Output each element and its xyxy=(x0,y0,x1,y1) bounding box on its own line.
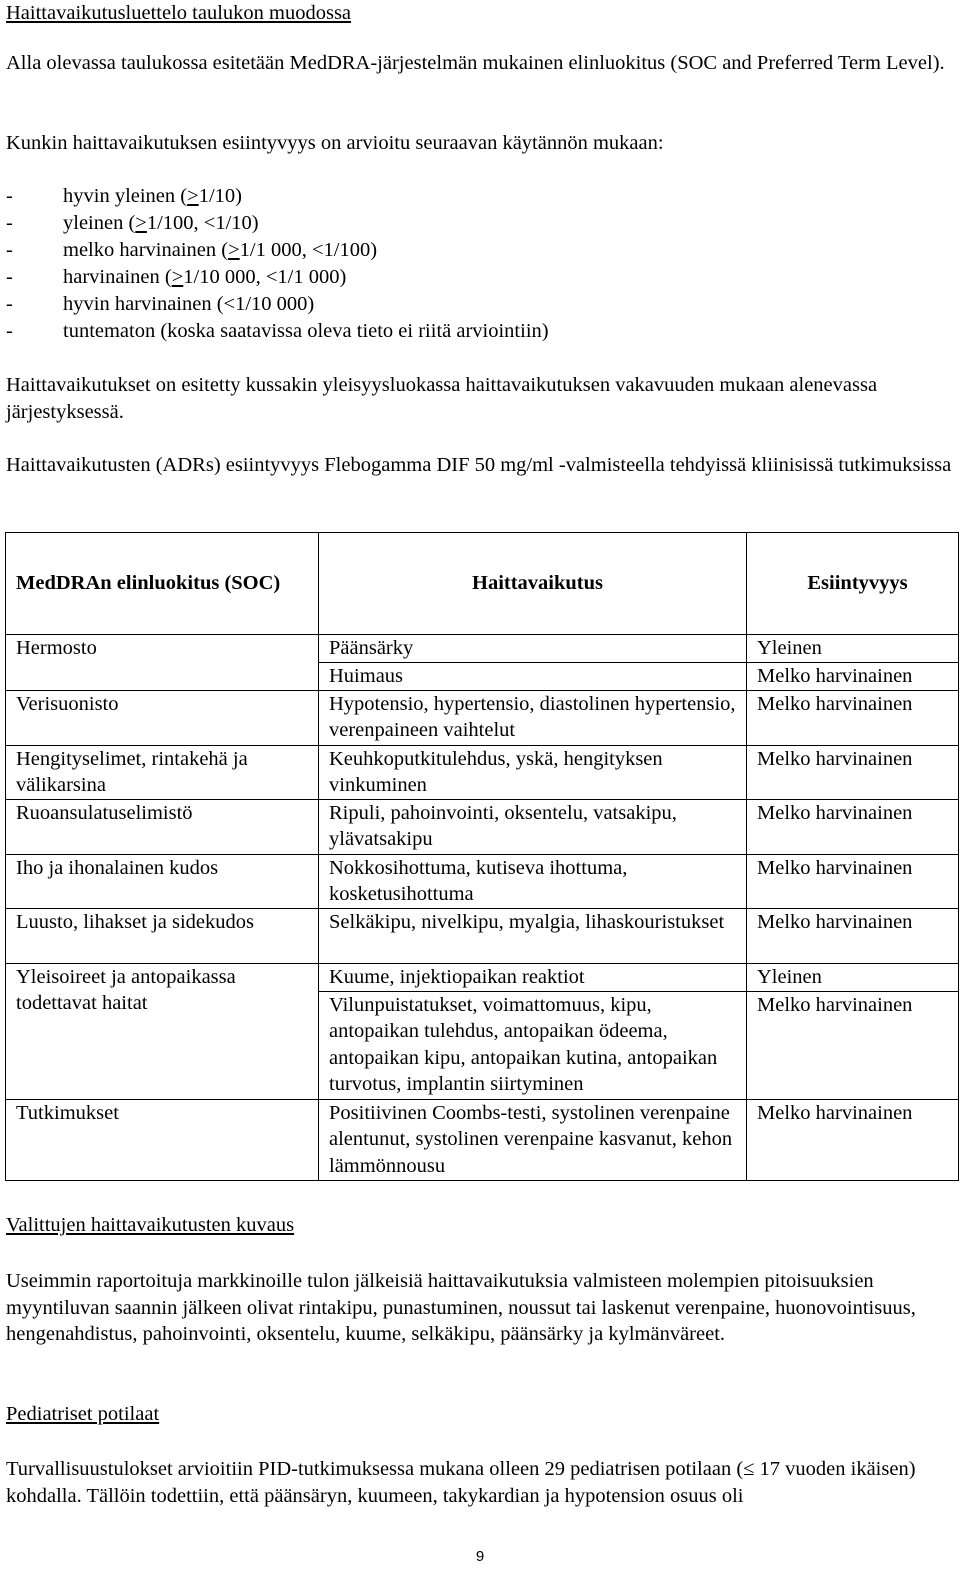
frequency-cell: Melko harvinainen xyxy=(747,799,959,854)
reaction-cell: Ripuli, pahoinvointi, oksentelu, vatsakipu, ylävatsakipu xyxy=(319,799,747,854)
soc-cell: Verisuonisto xyxy=(6,690,319,745)
soc-cell: Tutkimukset xyxy=(6,1099,319,1180)
reaction-cell: Keuhkoputkitulehdus, yskä, hengityksen vinkuminen xyxy=(319,745,747,799)
frequency-cell: Melko harvinainen xyxy=(747,1099,959,1180)
frequency-cell: Melko harvinainen xyxy=(747,690,959,745)
frequency-cell: Melko harvinainen xyxy=(747,745,959,799)
soc-cell: Hermosto xyxy=(6,635,319,691)
soc-cell: Luusto, lihakset ja sidekudos xyxy=(6,908,319,963)
table-row xyxy=(6,635,959,663)
soc-cell: Yleisoireet ja antopaikassa todettavat haitat xyxy=(6,963,319,1099)
header-frequency: Esiintyvyys xyxy=(747,533,959,635)
header-reaction: Haittavaikutus xyxy=(319,533,747,635)
list-item: - tuntematon (koska saatavissa oleva tieto ei riitä arviointiin) xyxy=(6,320,549,342)
frequency-cell: Melko harvinainen xyxy=(747,908,959,963)
reaction-cell: Hypotensio, hypertensio, diastolinen hypertensio, verenpaineen vaihtelut xyxy=(319,690,747,745)
section-heading-table: Haittavaikutusluettelo taulukon muodossa xyxy=(6,2,352,24)
table-row xyxy=(6,908,959,963)
table-caption: Haittavaikutusten (ADRs) esiintyvyys Flebogamma DIF 50 mg/ml -valmisteella tehdyissä kliinisissä tutkimuksissa xyxy=(6,454,952,476)
reaction-cell: Positiivinen Coombs-testi, systolinen verenpaine alentunut, systolinen verenpaine kasvanut, kehon lämmönnousu xyxy=(319,1099,747,1180)
pediatric-paragraph: Turvallisuustulokset arvioitiin PID-tutkimuksessa mukana olleen 29 pediatrisen potilaan (≤ 17 vuoden ikäisen) kohdalla. Tällöin todettiin, että päänsäryn, kuumeen, takykardian ja hypotension osuus oli xyxy=(6,1458,916,1507)
table-header-row xyxy=(6,533,959,635)
section-heading-pediatric: Pediatriset potilaat xyxy=(6,1403,160,1425)
reaction-cell: Selkäkipu, nivelkipu, myalgia, lihaskouristukset xyxy=(319,908,747,963)
frequency-paragraph: Kunkin haittavaikutuksen esiintyvyys on arvioitu seuraavan käytännön mukaan: xyxy=(6,132,664,154)
reaction-cell: Päänsärky xyxy=(319,635,747,663)
less-or-equal-symbol: ≤ xyxy=(743,1458,755,1480)
header-soc: MedDRAn elinluokitus (SOC) xyxy=(6,533,319,635)
adverse-reactions-table xyxy=(5,532,959,1181)
soc-cell: Hengityselimet, rintakehä ja välikarsina xyxy=(6,745,319,799)
post-marketing-paragraph: Useimmin raportoituja markkinoille tulon jälkeisiä haittavaikutuksia valmisteen molempien pitoisuuksien myyntiluvan saannin jälkeen olivat rintakipu, punastuminen, noussut tai laskenut verenpaine, huonovointisuus, hengenahdistus, pahoinvointi, oksentelu, kuume, selkäkipu, päänsärky ja kylmänväreet. xyxy=(6,1270,916,1345)
frequency-list xyxy=(6,183,549,345)
list-item: - hyvin yleinen (>1/10) xyxy=(6,185,242,207)
order-paragraph: Haittavaikutukset on esitetty kussakin yleisyysluokassa haittavaikutuksen vakavuuden mukaan alenevassa järjestyksessä. xyxy=(6,374,878,423)
intro-paragraph: Alla olevassa taulukossa esitetään MedDRA-järjestelmän mukainen elinluokitus (SOC and Preferred Term Level). xyxy=(6,52,945,74)
frequency-cell: Melko harvinainen xyxy=(747,991,959,1099)
frequency-cell: Melko harvinainen xyxy=(747,854,959,908)
table-row xyxy=(6,799,959,854)
reaction-cell: Vilunpuistatukset, voimattomuus, kipu, antopaikan tulehdus, antopaikan ödeema, antopaikan kipu, antopaikan kutina, antopaikan turvotus, implantin siirtyminen xyxy=(319,991,747,1099)
list-item: - yleinen (>1/100, <1/10) xyxy=(6,212,259,234)
table-row xyxy=(6,854,959,908)
page-number: 9 xyxy=(475,1548,485,1565)
table-row xyxy=(6,745,959,799)
table-row xyxy=(6,690,959,745)
frequency-cell: Yleinen xyxy=(747,635,959,663)
reaction-cell: Kuume, injektiopaikan reaktiot xyxy=(319,963,747,991)
soc-cell: Iho ja ihonalainen kudos xyxy=(6,854,319,908)
list-item: - hyvin harvinainen (<1/10 000) xyxy=(6,293,315,315)
table-row xyxy=(6,1099,959,1180)
frequency-cell: Yleinen xyxy=(747,963,959,991)
reaction-cell: Huimaus xyxy=(319,663,747,691)
list-item: - harvinainen (>1/10 000, <1/1 000) xyxy=(6,266,347,288)
section-heading-selected: Valittujen haittavaikutusten kuvaus xyxy=(6,1214,295,1236)
list-item: - melko harvinainen (>1/1 000, <1/100) xyxy=(6,239,378,261)
table-row xyxy=(6,963,959,991)
reaction-cell: Nokkosihottuma, kutiseva ihottuma, kosketusihottuma xyxy=(319,854,747,908)
frequency-cell: Melko harvinainen xyxy=(747,663,959,691)
soc-cell: Ruoansulatuselimistö xyxy=(6,799,319,854)
